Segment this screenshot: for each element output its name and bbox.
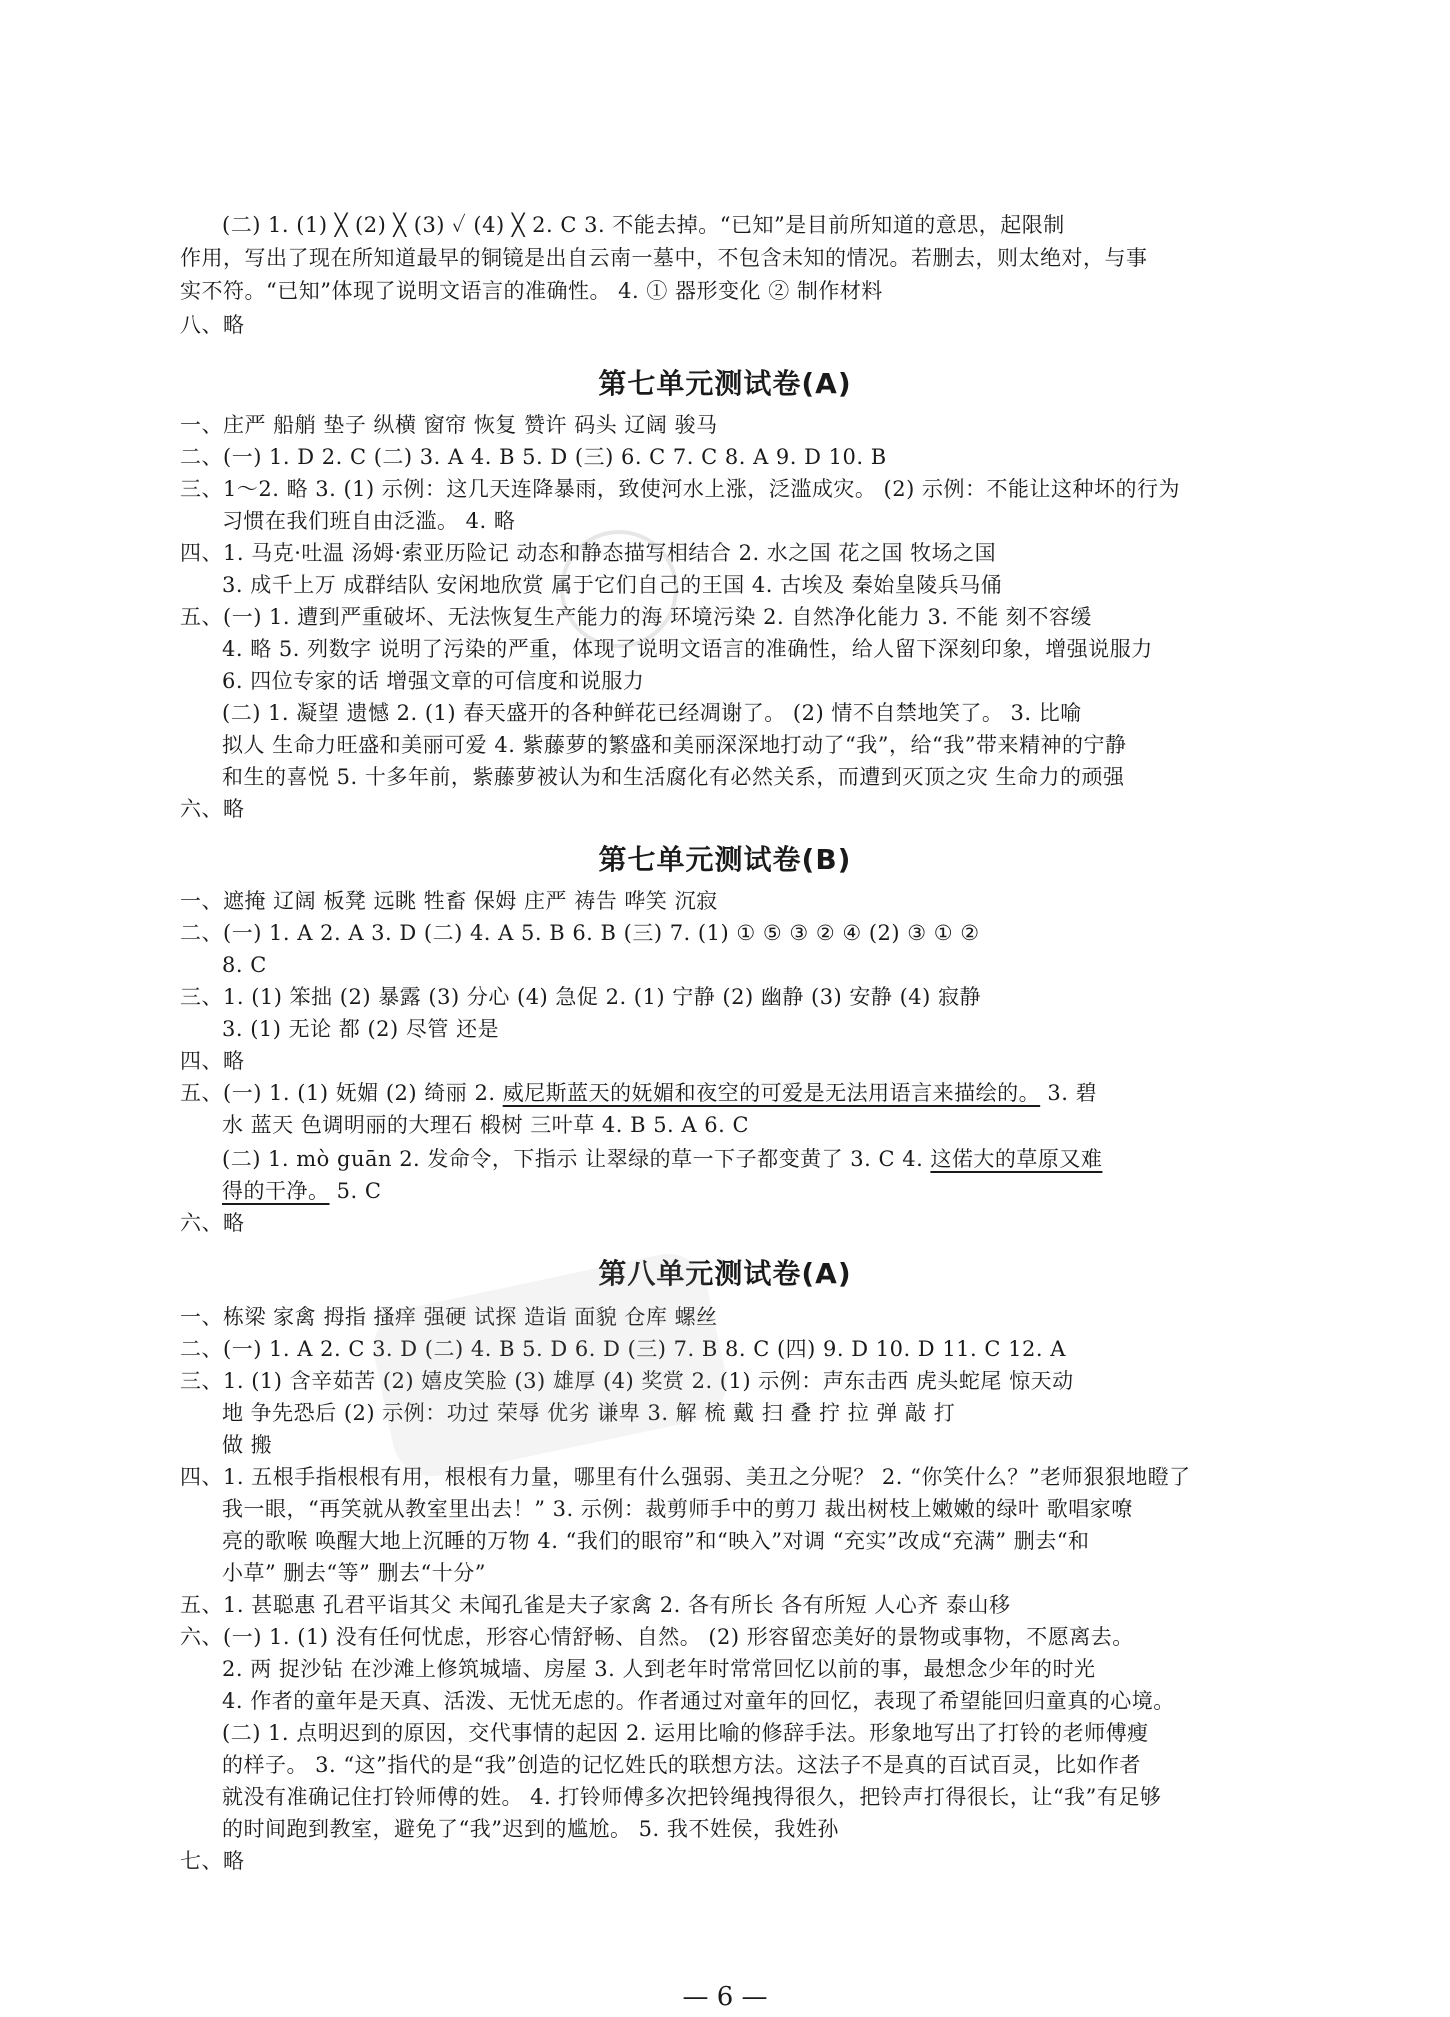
answer-line: 四、略 <box>180 1049 245 1073</box>
answer-line: 就没有准确记住打铃师傅的姓。 4. 打铃师傅多次把铃绳拽得很久，把铃声打得很长，让“我”有足够 <box>222 1785 1162 1809</box>
answer-line: 作用，写出了现在所知道最早的铜镜是出自云南一墓中，不包含未知的情况。若删去，则太绝对，与事 <box>180 246 1148 270</box>
answer-line: 做 搬 <box>222 1433 273 1457</box>
answer-line: 三、1. (1) 含辛茹苦 (2) 嬉皮笑脸 (3) 雄厚 (4) 奖赏 2. (1) 示例：声东击西 虎头蛇尾 惊天动 <box>180 1369 1074 1393</box>
underlined-answer: 这偌大的草原又难 <box>930 1147 1103 1171</box>
answer-line: 拟人 生命力旺盛和美丽可爱 4. 紫藤萝的繁盛和美丽深深地打动了“我”，给“我”带来精神的宁静 <box>222 733 1127 757</box>
answer-line: 四、1. 五根手指根根有用，根根有力量，哪里有什么强弱、美丑之分呢？ 2. “你笑什么？”老师狠狠地瞪了 <box>180 1465 1191 1489</box>
answer-line <box>180 1078 1097 1108</box>
answer-line: 小草” 删去“等” 删去“十分” <box>222 1561 487 1585</box>
answer-text: 五、(一) 1. (1) 妩媚 (2) 绮丽 2. <box>180 1081 503 1105</box>
answer-line: 三、1. (1) 笨拙 (2) 暴露 (3) 分心 (4) 急促 2. (1) 宁静 (2) 幽静 (3) 安静 (4) 寂静 <box>180 985 982 1009</box>
answer-line: (二) 1. 凝望 遗憾 2. (1) 春天盛开的各种鲜花已经凋谢了。 (2) 情不自禁地笑了。 3. 比喻 <box>222 701 1082 725</box>
answer-line: 六、略 <box>180 1211 245 1235</box>
underlined-answer: 得的干净。 <box>222 1179 330 1203</box>
answer-line: 一、栋梁 家禽 拇指 搔痒 强硬 试探 造诣 面貌 仓库 螺丝 <box>180 1305 718 1329</box>
answer-line: 七、略 <box>180 1849 245 1873</box>
answer-text: 5. C <box>329 1179 382 1203</box>
answer-line: 二、(一) 1. A 2. A 3. D (二) 4. A 5. B 6. B (三) 7. (1) ① ⑤ ③ ② ④ (2) ③ ① ② <box>180 921 980 945</box>
answer-line: 和生的喜悦 5. 十多年前，紫藤萝被认为和生活腐化有必然关系，而遭到灭顶之灾 生命力的顽强 <box>222 765 1125 789</box>
answer-line <box>222 1176 381 1206</box>
answer-line: 的样子。 3. “这”指代的是“我”创造的记忆姓氏的联想方法。这法子不是真的百试百灵，比如作者 <box>222 1753 1141 1777</box>
answer-line <box>222 1144 1102 1174</box>
page-number: — 6 — <box>682 1982 768 2012</box>
answer-line: 地 争先恐后 (2) 示例：功过 荣辱 优劣 谦卑 3. 解 梳 戴 扫 叠 拧 拉 弹 敲 打 <box>222 1401 956 1425</box>
answer-line: 六、(一) 1. (1) 没有任何忧虑，形容心情舒畅、自然。 (2) 形容留恋美好的景物或事物，不愿离去。 <box>180 1625 1134 1649</box>
answer-line: 我一眼，“再笑就从教室里出去！” 3. 示例：裁剪师手中的剪刀 裁出树枝上嫩嫩的绿叶 歌唱家嘹 <box>222 1497 1133 1521</box>
answer-line: (二) 1. 点明迟到的原因，交代事情的起因 2. 运用比喻的修辞手法。形象地写出了打铃的老师傅瘦 <box>222 1721 1149 1745</box>
answer-line: 二、(一) 1. D 2. C (二) 3. A 4. B 5. D (三) 6. C 7. C 8. A 9. D 10. B <box>180 445 887 469</box>
answer-line: 三、1～2. 略 3. (1) 示例：这几天连降暴雨，致使河水上涨，泛滥成灾。 (2) 示例：不能让这种坏的行为 <box>180 477 1180 501</box>
answer-line: (二) 1. (1) ╳ (2) ╳ (3) ✓ (4) ╳ 2. C 3. 不能去掉。“已知”是目前所知道的意思，起限制 <box>222 213 1065 237</box>
answer-line: 的时间跑到教室，避免了“我”迟到的尴尬。 5. 我不姓侯，我姓孙 <box>222 1817 839 1841</box>
answer-text: (二) 1. mò guān 2. 发命令，下指示 让翠绿的草一下子都变黄了 3. C 4. <box>222 1147 931 1171</box>
section-title: 第七单元测试卷(B) <box>598 843 852 876</box>
answer-line: 6. 四位专家的话 增强文章的可信度和说服力 <box>222 669 645 693</box>
answer-line: 水 蓝天 色调明丽的大理石 椴树 三叶草 4. B 5. A 6. C <box>222 1113 750 1137</box>
answer-line: 二、(一) 1. A 2. C 3. D (二) 4. B 5. D 6. D (三) 7. B 8. C (四) 9. D 10. D 11. C 12. A <box>180 1337 1066 1361</box>
answer-line: 一、遮掩 辽阔 板凳 远眺 牲畜 保姆 庄严 祷告 哗笑 沉寂 <box>180 889 718 913</box>
answer-line: 四、1. 马克·吐温 汤姆·索亚历险记 动态和静态描写相结合 2. 水之国 花之国 牧场之国 <box>180 541 997 565</box>
answer-line: 3. (1) 无论 都 (2) 尽管 还是 <box>222 1017 500 1041</box>
answer-line: 五、(一) 1. 遭到严重破坏、无法恢复生产能力的海 环境污染 2. 自然净化能力 3. 不能 刻不容缓 <box>180 605 1092 629</box>
underlined-answer: 威尼斯蓝天的妩媚和夜空的可爱是无法用语言来描绘的。 <box>502 1081 1041 1105</box>
answer-line: 一、庄严 船艄 垫子 纵横 窗帘 恢复 赞许 码头 辽阔 骏马 <box>180 413 718 437</box>
answer-line: 五、1. 甚聪惠 孔君平诣其父 未闻孔雀是夫子家禽 2. 各有所长 各有所短 人心齐 泰山移 <box>180 1593 1011 1617</box>
section-title: 第八单元测试卷(A) <box>598 1257 852 1290</box>
answer-line: 8. C <box>222 953 267 977</box>
answer-line: 亮的歌喉 唤醒大地上沉睡的万物 4. “我们的眼帘”和“映入”对调 “充实”改成“充满” 删去“和 <box>222 1529 1090 1553</box>
answer-line: 六、略 <box>180 797 245 821</box>
answer-line: 实不符。“已知”体现了说明文语言的准确性。 4. ① 器形变化 ② 制作材料 <box>180 279 883 303</box>
section-title: 第七单元测试卷(A) <box>598 367 852 400</box>
answer-line: 4. 略 5. 列数字 说明了污染的严重，体现了说明文语言的准确性，给人留下深刻印象，增强说服力 <box>222 637 1153 661</box>
answer-line: 3. 成千上万 成群结队 安闲地欣赏 属于它们自己的王国 4. 古埃及 秦始皇陵兵马俑 <box>222 573 1003 597</box>
answer-line: 4. 作者的童年是天真、活泼、无忧无虑的。作者通过对童年的回忆，表现了希望能回归童真的心境。 <box>222 1689 1175 1713</box>
answer-line: 2. 两 捉沙钻 在沙滩上修筑城墙、房屋 3. 人到老年时常常回忆以前的事，最想念少年的时光 <box>222 1657 1096 1681</box>
answer-line: 八、略 <box>180 313 245 337</box>
answer-line: 习惯在我们班自由泛滥。 4. 略 <box>222 509 516 533</box>
answer-text: 3. 碧 <box>1040 1081 1098 1105</box>
